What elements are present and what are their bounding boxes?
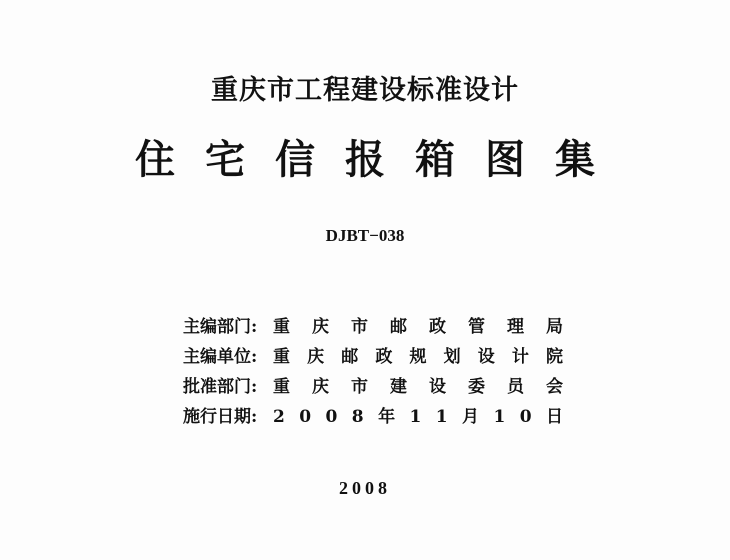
info-row-approval-department <box>183 372 563 402</box>
info-char: 庆 <box>312 377 329 397</box>
info-char: 理 <box>507 317 524 337</box>
info-char: 1 <box>409 407 422 427</box>
info-value <box>273 312 563 342</box>
info-char: 重 <box>273 347 290 367</box>
info-label: 批准部门: <box>183 377 258 397</box>
info-char: 设 <box>429 377 446 397</box>
info-char: 市 <box>351 317 368 337</box>
info-value <box>273 402 563 432</box>
info-row-effective-date <box>183 402 563 432</box>
info-char: 委 <box>468 377 485 397</box>
info-char: 年 <box>378 407 396 427</box>
info-char: 0 <box>519 407 532 427</box>
info-char: 规 <box>409 347 427 367</box>
info-char: 会 <box>546 377 563 397</box>
info-char: 邮 <box>390 317 407 337</box>
info-char: 市 <box>351 377 368 397</box>
info-value <box>273 372 563 402</box>
info-char: 计 <box>511 347 529 367</box>
info-char: 重 <box>273 317 290 337</box>
info-label: 主编部门: <box>183 317 258 337</box>
document-code: DJBT−038 <box>325 226 405 245</box>
info-char: 月 <box>462 407 480 427</box>
info-char: 政 <box>375 347 393 367</box>
info-label: 施行日期: <box>183 407 258 427</box>
document-title: 住宅信报箱图集 <box>135 137 625 183</box>
info-char: 建 <box>390 377 407 397</box>
info-char: 邮 <box>341 347 359 367</box>
info-char: 管 <box>468 317 485 337</box>
info-char: 2 <box>273 407 285 427</box>
info-char: 庆 <box>307 347 325 367</box>
info-char: 1 <box>435 407 448 427</box>
info-char: 8 <box>351 407 364 427</box>
info-char: 0 <box>325 407 338 427</box>
info-value <box>273 342 563 372</box>
info-char: 庆 <box>312 317 329 337</box>
info-char: 重 <box>273 377 290 397</box>
info-char: 日 <box>545 407 563 427</box>
info-char: 0 <box>299 407 312 427</box>
info-char: 政 <box>429 317 446 337</box>
info-char: 员 <box>507 377 524 397</box>
info-char: 院 <box>546 347 563 367</box>
info-block <box>183 312 563 432</box>
publication-year: 2008 <box>339 478 391 498</box>
info-char: 设 <box>477 347 495 367</box>
info-char: 划 <box>443 347 461 367</box>
info-label: 主编单位: <box>183 347 258 367</box>
info-char: 1 <box>493 407 506 427</box>
document-subtitle: 重庆市工程建设标准设计 <box>211 75 519 106</box>
info-char: 局 <box>546 317 563 337</box>
info-row-editing-department <box>183 312 563 342</box>
info-row-editing-unit <box>183 342 563 372</box>
